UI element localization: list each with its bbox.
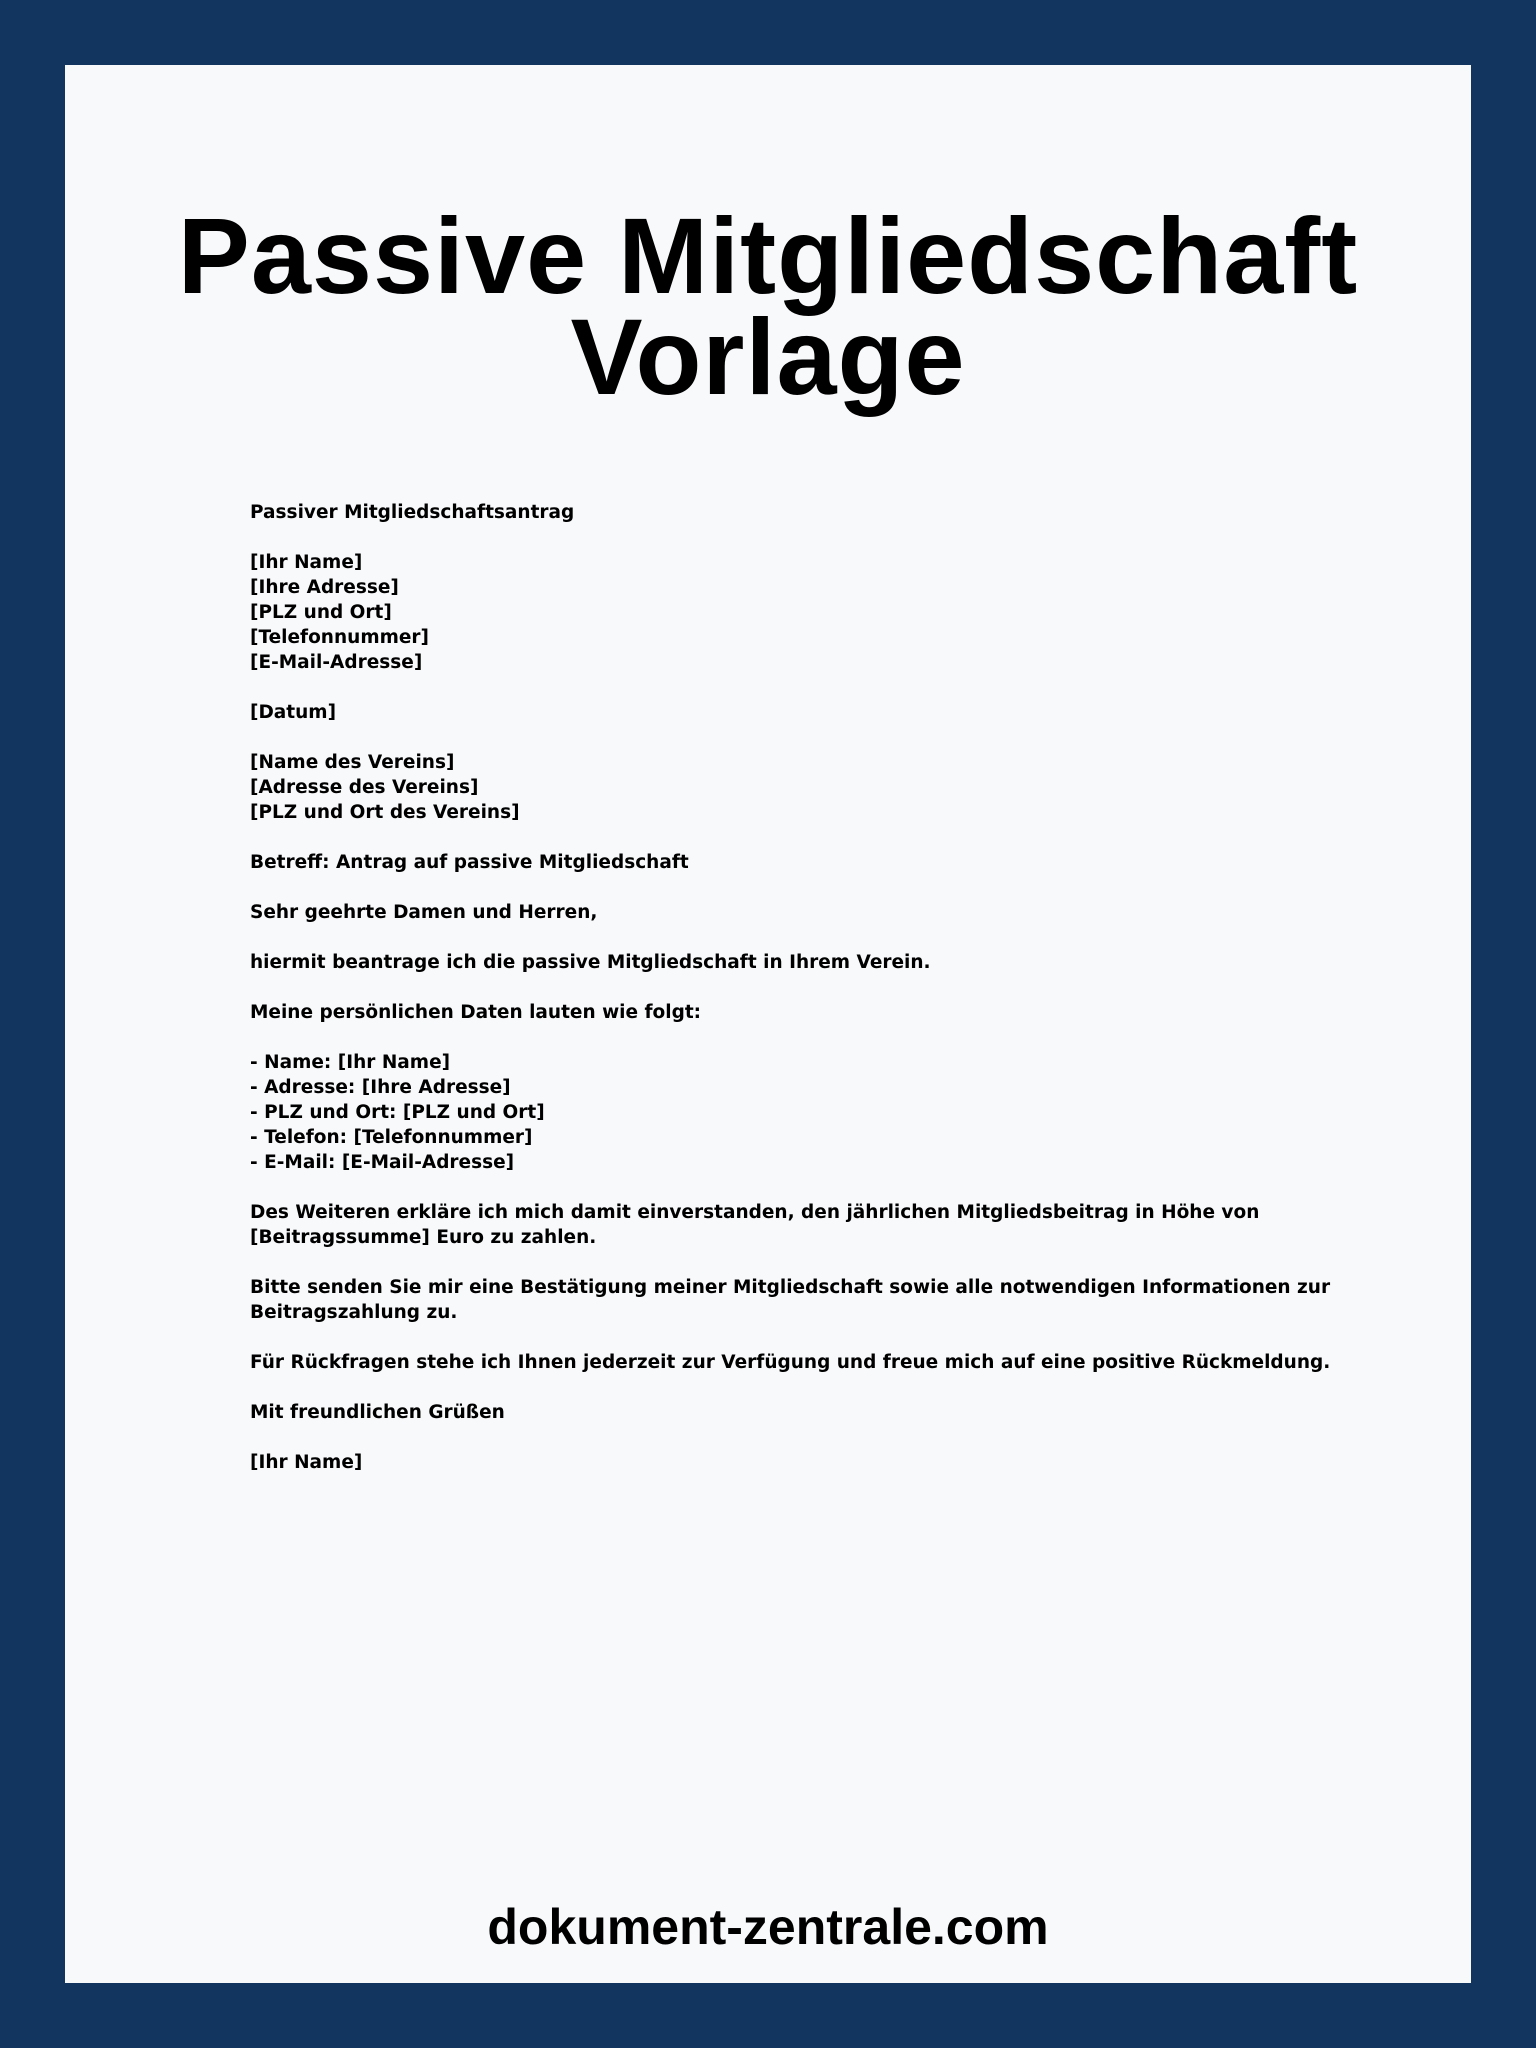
confirmation-paragraph bbox=[250, 1275, 1331, 1325]
sender-block bbox=[250, 550, 1310, 675]
spacer bbox=[250, 675, 1310, 700]
letter-date: [Datum] bbox=[250, 702, 337, 723]
letter-heading: Passiver Mitgliedschaftsantrag bbox=[250, 502, 575, 523]
spacer bbox=[250, 975, 1310, 1000]
letter-body bbox=[250, 500, 1331, 1475]
spacer bbox=[250, 525, 1310, 550]
letter-closing: Mit freundlichen Grüßen bbox=[250, 1402, 505, 1423]
letter-subject: Betreff: Antrag auf passive Mitgliedschaft bbox=[250, 852, 689, 873]
personal-data-list bbox=[250, 1050, 1310, 1175]
recipient-address: [Adresse des Vereins] bbox=[250, 777, 479, 798]
recipient-block bbox=[250, 750, 1310, 825]
spacer bbox=[250, 1425, 1310, 1450]
spacer bbox=[250, 1375, 1310, 1400]
sender-city: [PLZ und Ort] bbox=[250, 602, 392, 623]
recipient-name: [Name des Vereins] bbox=[250, 752, 455, 773]
footer-website: dokument-zentrale.com bbox=[487, 1899, 1049, 1955]
document-title bbox=[65, 195, 1471, 417]
fee-line-2: [Beitragssumme] Euro zu zahlen. bbox=[250, 1227, 597, 1248]
recipient-city: [PLZ und Ort des Vereins] bbox=[250, 802, 520, 823]
list-item: - Name: [Ihr Name] bbox=[250, 1052, 451, 1073]
spacer bbox=[250, 875, 1310, 900]
list-item: - Adresse: [Ihre Adresse] bbox=[250, 1077, 511, 1098]
list-item: - Telefon: [Telefonnummer] bbox=[250, 1127, 533, 1148]
list-item: - E-Mail: [E-Mail-Adresse] bbox=[250, 1152, 515, 1173]
spacer bbox=[250, 1325, 1310, 1350]
spacer bbox=[250, 1175, 1310, 1200]
sender-address: [Ihre Adresse] bbox=[250, 577, 399, 598]
title-line-1: Passive Mitgliedschaft bbox=[177, 195, 1359, 316]
fee-paragraph bbox=[250, 1200, 1310, 1250]
personal-data-intro: Meine persönlichen Daten lauten wie folgt: bbox=[250, 1002, 702, 1023]
questions-paragraph: Für Rückfragen stehe ich Ihnen jederzeit zur Verfügung und freue mich auf eine positive Rückmeldung. bbox=[250, 1352, 1331, 1373]
spacer bbox=[250, 1250, 1310, 1275]
sender-phone: [Telefonnummer] bbox=[250, 627, 430, 648]
letter-salutation: Sehr geehrte Damen und Herren, bbox=[250, 902, 598, 923]
sender-name: [Ihr Name] bbox=[250, 552, 363, 573]
letter-intro: hiermit beantrage ich die passive Mitgliedschaft in Ihrem Verein. bbox=[250, 952, 931, 973]
sender-email: [E-Mail-Adresse] bbox=[250, 652, 423, 673]
list-item: - PLZ und Ort: [PLZ und Ort] bbox=[250, 1102, 545, 1123]
confirm-line-2: Beitragszahlung zu. bbox=[250, 1302, 458, 1323]
title-line-2: Vorlage bbox=[570, 296, 966, 417]
spacer bbox=[250, 925, 1310, 950]
confirm-line-1: Bitte senden Sie mir eine Bestätigung meiner Mitgliedschaft sowie alle notwendigen Informationen zur bbox=[250, 1277, 1331, 1298]
spacer bbox=[250, 825, 1310, 850]
letter-signature: [Ihr Name] bbox=[250, 1452, 363, 1473]
fee-line-1: Des Weiteren erkläre ich mich damit einverstanden, den jährlichen Mitgliedsbeitrag in Höhe von bbox=[250, 1202, 1260, 1223]
document-page bbox=[65, 65, 1471, 1983]
spacer bbox=[250, 725, 1310, 750]
spacer bbox=[250, 1025, 1310, 1050]
